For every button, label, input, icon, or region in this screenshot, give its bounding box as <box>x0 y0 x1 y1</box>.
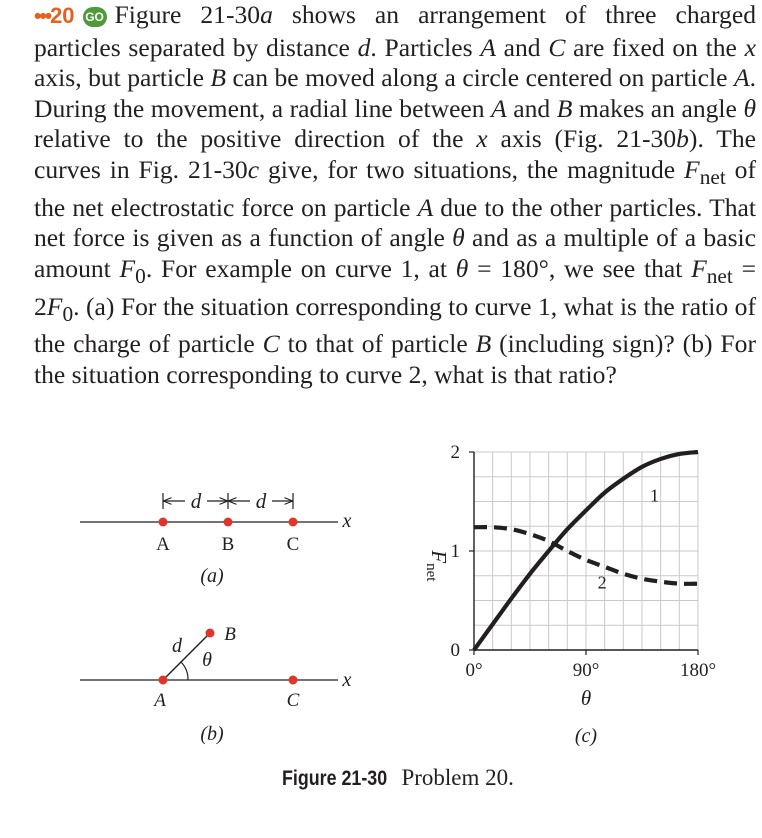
dim-label-1: d <box>190 489 202 513</box>
y-tick-label: 0 <box>450 640 460 661</box>
x-axis-label-b: x <box>342 669 352 691</box>
y-axis-label: $F_{net}$ <box>423 550 451 582</box>
figure-caption <box>282 765 514 791</box>
particle-a-dot-b <box>159 676 168 685</box>
dim-label-2: d <box>255 489 267 513</box>
x-axis-label: θ <box>580 686 592 710</box>
particle-b-dot <box>224 518 233 527</box>
particle-c-label: C <box>286 534 300 555</box>
particle-a-dot <box>159 518 168 527</box>
figure-c-sublabel: (c) <box>574 725 598 747</box>
caption-text: Problem 20. <box>401 765 514 790</box>
particle-b-label: B <box>221 534 235 555</box>
particle-a-label: A <box>156 534 170 555</box>
figure-a-sublabel: (a) <box>200 565 224 587</box>
radius-label: d <box>172 635 182 657</box>
difficulty-dots: ••• <box>34 5 51 28</box>
particle-b-dot-b <box>206 629 215 638</box>
particle-a-label-b: A <box>154 690 166 711</box>
x-tick-label: 180° <box>679 660 717 681</box>
problem-statement: Figure 21-30a shows an arrangement of three charged particles separated by distance d. Particles A and C are fixed on the x axis, but particle B can be moved along a circle centered on particle A. During the movement, a radial line between A and B makes an angle θ relative to the positive direction of the x axis (Fig. 21-30b). The curves in Fig. 21-30c give, for two situations, the magnitude $F_{net}$ of the net electrostatic force on particle A due to the other particles. That net force is given as a function of angle θ and as a multiple of a basic amount $F_0$. For example on curve 1, at θ = 180°, we see that $F_{net} = 2F_0$. (a) For the situation corresponding to curve 1, what is the ratio of the charge of particle C to that of particle B (including sign)? (b) For the situation corresponding to curve 2, what is that ratio? <box>34 0 757 389</box>
x-tick-label: 90° <box>572 660 600 681</box>
particle-c-dot <box>289 518 298 527</box>
series-label-2: 2 <box>597 572 607 593</box>
y-tick-label: 2 <box>450 442 460 463</box>
x-axis-label: x <box>342 510 352 532</box>
y-tick-label: 1 <box>450 541 460 562</box>
x-tick-label: 0° <box>465 660 483 681</box>
particle-b-label-b: B <box>224 624 236 645</box>
particle-c-dot-b <box>289 676 298 685</box>
caption-label: Figure 21-30 <box>282 767 388 790</box>
series-label-1: 1 <box>649 485 659 506</box>
problem-number: 20 <box>50 3 75 28</box>
particle-c-label-b: C <box>286 690 300 711</box>
angle-arc <box>181 662 188 680</box>
angle-label: θ <box>202 649 212 671</box>
go-badge: GO <box>83 7 107 27</box>
figure-b-sublabel: (b) <box>200 723 224 745</box>
